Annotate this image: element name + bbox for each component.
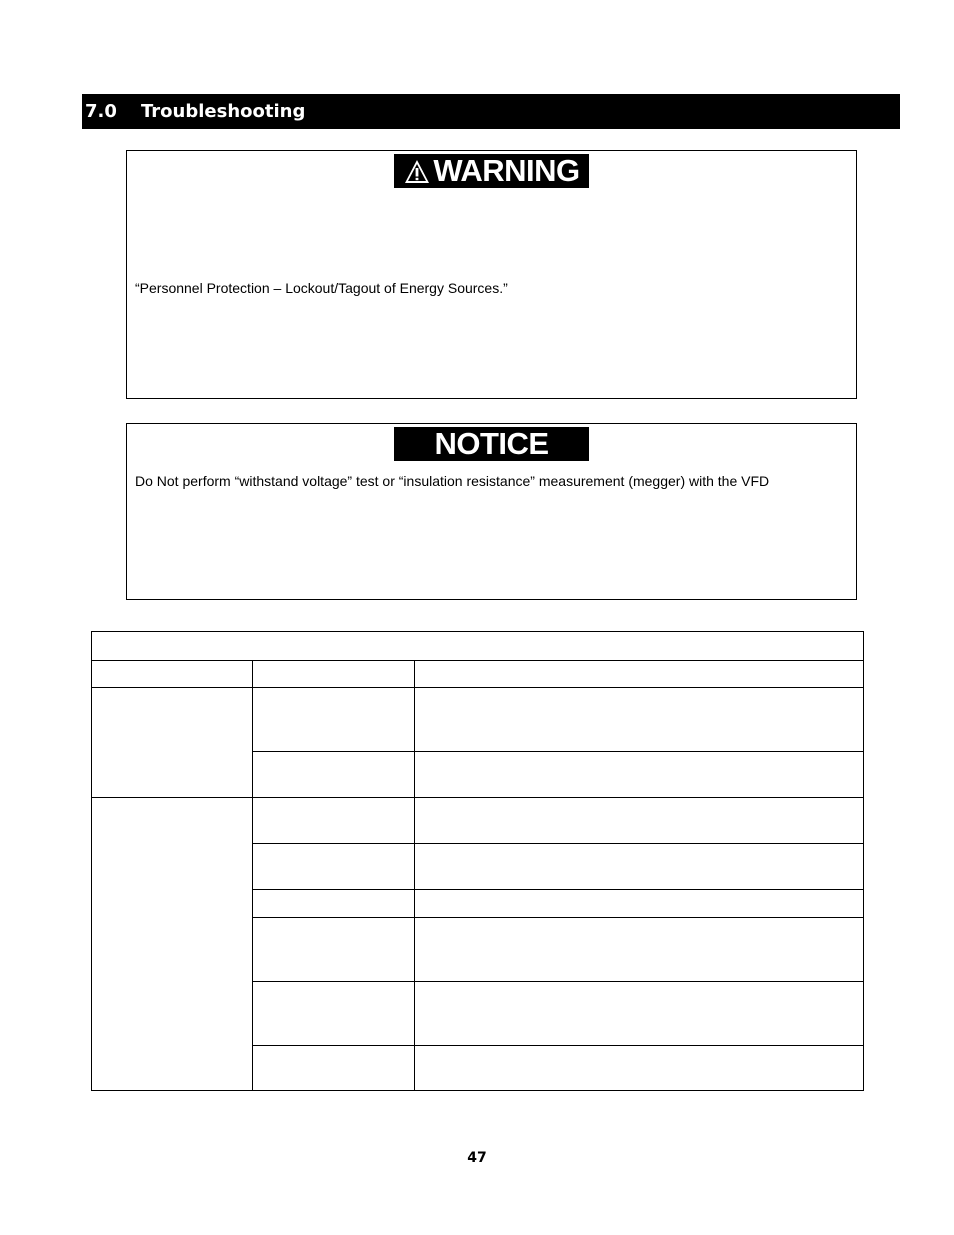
- table-rule: [252, 660, 253, 1090]
- notice-callout: [126, 423, 857, 600]
- table-rule: [253, 889, 863, 890]
- notice-label-text: NOTICE: [434, 426, 549, 461]
- section-title: Troubleshooting: [141, 101, 306, 122]
- warning-triangle-icon: [403, 157, 431, 185]
- table-rule: [253, 751, 863, 752]
- section-header: [82, 94, 900, 129]
- warning-callout: [126, 150, 857, 399]
- warning-label-text: WARNING: [433, 153, 580, 188]
- notice-text: Do Not perform “withstand voltage” test or “insulation resistance” measurement (megger) with the VFD: [135, 473, 770, 489]
- table-rule: [253, 917, 863, 918]
- warning-text: “Personnel Protection – Lockout/Tagout of Energy Sources.”: [135, 280, 508, 296]
- table-rule: [414, 660, 415, 1090]
- section-number: 7.0: [85, 101, 117, 122]
- table-rule: [92, 687, 863, 688]
- table-rule: [92, 660, 863, 661]
- table-rule: [253, 843, 863, 844]
- warning-label: [394, 154, 589, 188]
- troubleshooting-table: [91, 631, 864, 1091]
- page-number: 47: [467, 1150, 487, 1166]
- notice-label: [394, 427, 589, 461]
- table-rule: [253, 1045, 863, 1046]
- table-rule: [92, 797, 863, 798]
- table-rule: [253, 981, 863, 982]
